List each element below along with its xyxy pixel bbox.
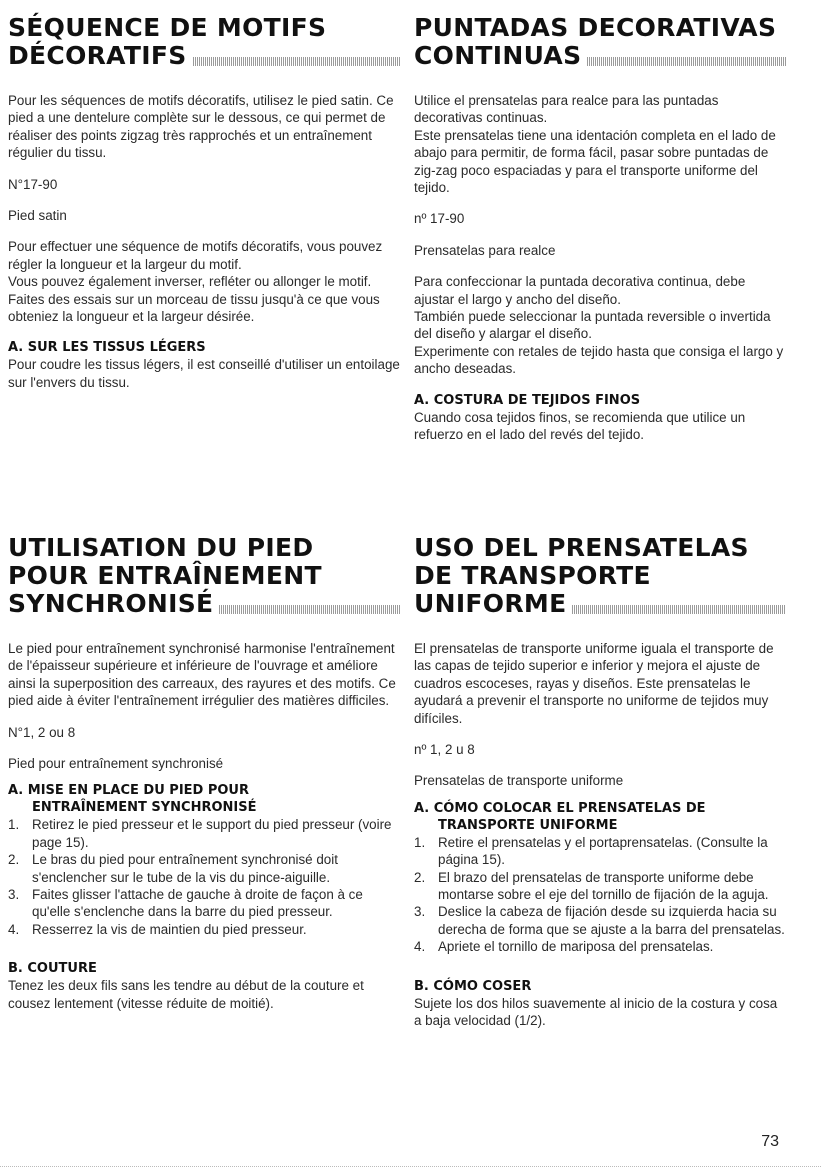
list-item: 3. Faites glisser l'attache de gauche à droite de façon à ce qu'elle s'enclenche dans la barre du pied presseur. — [8, 887, 363, 920]
list-item: 3. Deslice la cabeza de fijación desde su izquierda hacia su derecha de forma que se ajuste a la barra del prensatelas. — [414, 904, 785, 937]
list-item: 4. Resserrez la vis de maintien du pied presseur. — [8, 921, 307, 937]
paragraph: Cuando cosa tejidos finos, se recomienda que utilice un refuerzo en el lado del revés del tejido. — [414, 409, 746, 443]
foot-name: Pied satin — [8, 208, 67, 224]
steps-list — [414, 834, 786, 956]
section-transporte — [414, 534, 786, 1044]
title-rule — [587, 57, 786, 66]
paragraph: Pour coudre les tissus légers, il est conseillé d'utiliser un entoilage sur l'envers du tissu. — [8, 357, 400, 390]
foot-name: Prensatelas de transporte uniforme — [414, 773, 624, 789]
subheading-a: A. MISE EN PLACE DU PIED POUR ENTRAÎNEMENT SYNCHRONISÉ — [8, 783, 257, 816]
model-number: N°17-90 — [8, 176, 58, 192]
list-item: 1. Retirez le pied presseur et le support du pied presseur (voire page 15). — [8, 817, 392, 850]
list-item: 2. El brazo del prensatelas de transporte uniforme debe montarse sobre el eje del tornillo de fijación de la aguja. — [414, 869, 769, 903]
subheading-a: A. SUR LES TISSUS LÉGERS — [8, 340, 206, 356]
left-column — [8, 13, 400, 1011]
paragraph: Utilice el prensatelas para realce para las puntadas decorativas continuas. Este prensatelas tiene una identación completa en el lado de abajo para permitir, de forma fácil, pasar sobre puntadas de zig-zag poco espaciadas y para el transporte uniforme del tejido. — [414, 93, 776, 196]
right-column — [414, 13, 786, 1029]
page-number: 73 — [761, 1133, 779, 1150]
subheading-a: A. CÓMO COLOCAR EL PRENSATELAS DE TRANSPORTE UNIFORME — [414, 800, 706, 833]
foot-name: Prensatelas para realce — [414, 242, 556, 258]
list-item: 4. Apriete el tornillo de mariposa del prensatelas. — [414, 939, 714, 955]
paragraph: Le pied pour entraînement synchronisé harmonise l'entraînement de l'épaisseur supérieure et inférieure de l'ouvrage et améliore ainsi la superposition des carreaux, des rayures et des motifs. Ce pied aide à éviter l'entraînement irrégulier des matières difficiles. — [8, 641, 396, 709]
section-title-transporte: USO DEL PRENSATELAS DE TRANSPORTE UNIFORME — [414, 534, 786, 618]
section-title-puntadas: PUNTADAS DECORATIVAS CONTINUAS — [414, 14, 786, 70]
list-item: 1. Retire el prensatelas y el portaprensatelas. (Consulte la página 15). — [414, 834, 768, 868]
title-rule — [219, 605, 400, 614]
section-synchronise — [8, 534, 400, 1026]
paragraph: Pour effectuer une séquence de motifs décoratifs, vous pouvez régler la longueur et la largeur du motif. Vous pouvez également inverser, refléter ou allonger le motif. Faites des essais sur un morceau de tissu jusqu'à ce que vous obteniez la longueur et la largeur désirée. — [8, 239, 383, 325]
subheading-b: B. CÓMO COSER — [414, 978, 532, 994]
section-title-sequence-motifs: SÉQUENCE DE MOTIFS DÉCORATIFS — [8, 14, 400, 70]
paragraph: Pour les séquences de motifs décoratifs, utilisez le pied satin. Ce pied a une dentelure complète sur le dessous, ce qui permet de réaliser des points zigzag très rapprochés et un entraînement régulier du tissu. — [8, 93, 394, 161]
model-number: nº 17-90 — [414, 211, 465, 227]
foot-name: Pied pour entraînement synchronisé — [8, 756, 224, 772]
bottom-rule — [0, 1166, 821, 1167]
subheading-b: B. COUTURE — [8, 961, 97, 977]
paragraph: Sujete los dos hilos suavemente al inicio de la costura y cosa a baja velocidad (1/2). — [414, 995, 778, 1029]
paragraph: Tenez les deux fils sans les tendre au début de la couture et cousez lentement (vitesse réduite de moitié). — [8, 978, 364, 1011]
steps-list — [8, 816, 400, 938]
title-rule — [572, 605, 786, 614]
model-number: nº 1, 2 u 8 — [414, 742, 475, 758]
section-title-synchronise: UTILISATION DU PIED POUR ENTRAÎNEMENT SYNCHRONISÉ — [8, 534, 400, 618]
paragraph: El prensatelas de transporte uniforme iguala el transporte de las capas de tejido superior e inferior y mejora el ajuste de cuadros escoceses, rayas y diseños. Este prensatelas le ayudará a prevenir el transporte no uniforme de tejidos muy difíciles. — [414, 641, 774, 726]
model-number: N°1, 2 ou 8 — [8, 724, 76, 740]
title-rule — [193, 57, 400, 66]
paragraph: Para confeccionar la puntada decorativa continua, debe ajustar el largo y ancho del diseño. También puede seleccionar la puntada reversible o invertida del diseño y alargar el diseño. Experimente con retales de tejido hasta que consiga el largo y ancho deseadas. — [414, 274, 784, 377]
subheading-a: A. COSTURA DE TEJIDOS FINOS — [414, 392, 641, 408]
list-item: 2. Le bras du pied pour entraînement synchronisé doit s'enclencher sur le tube de la vis du pince-aiguille. — [8, 852, 338, 885]
